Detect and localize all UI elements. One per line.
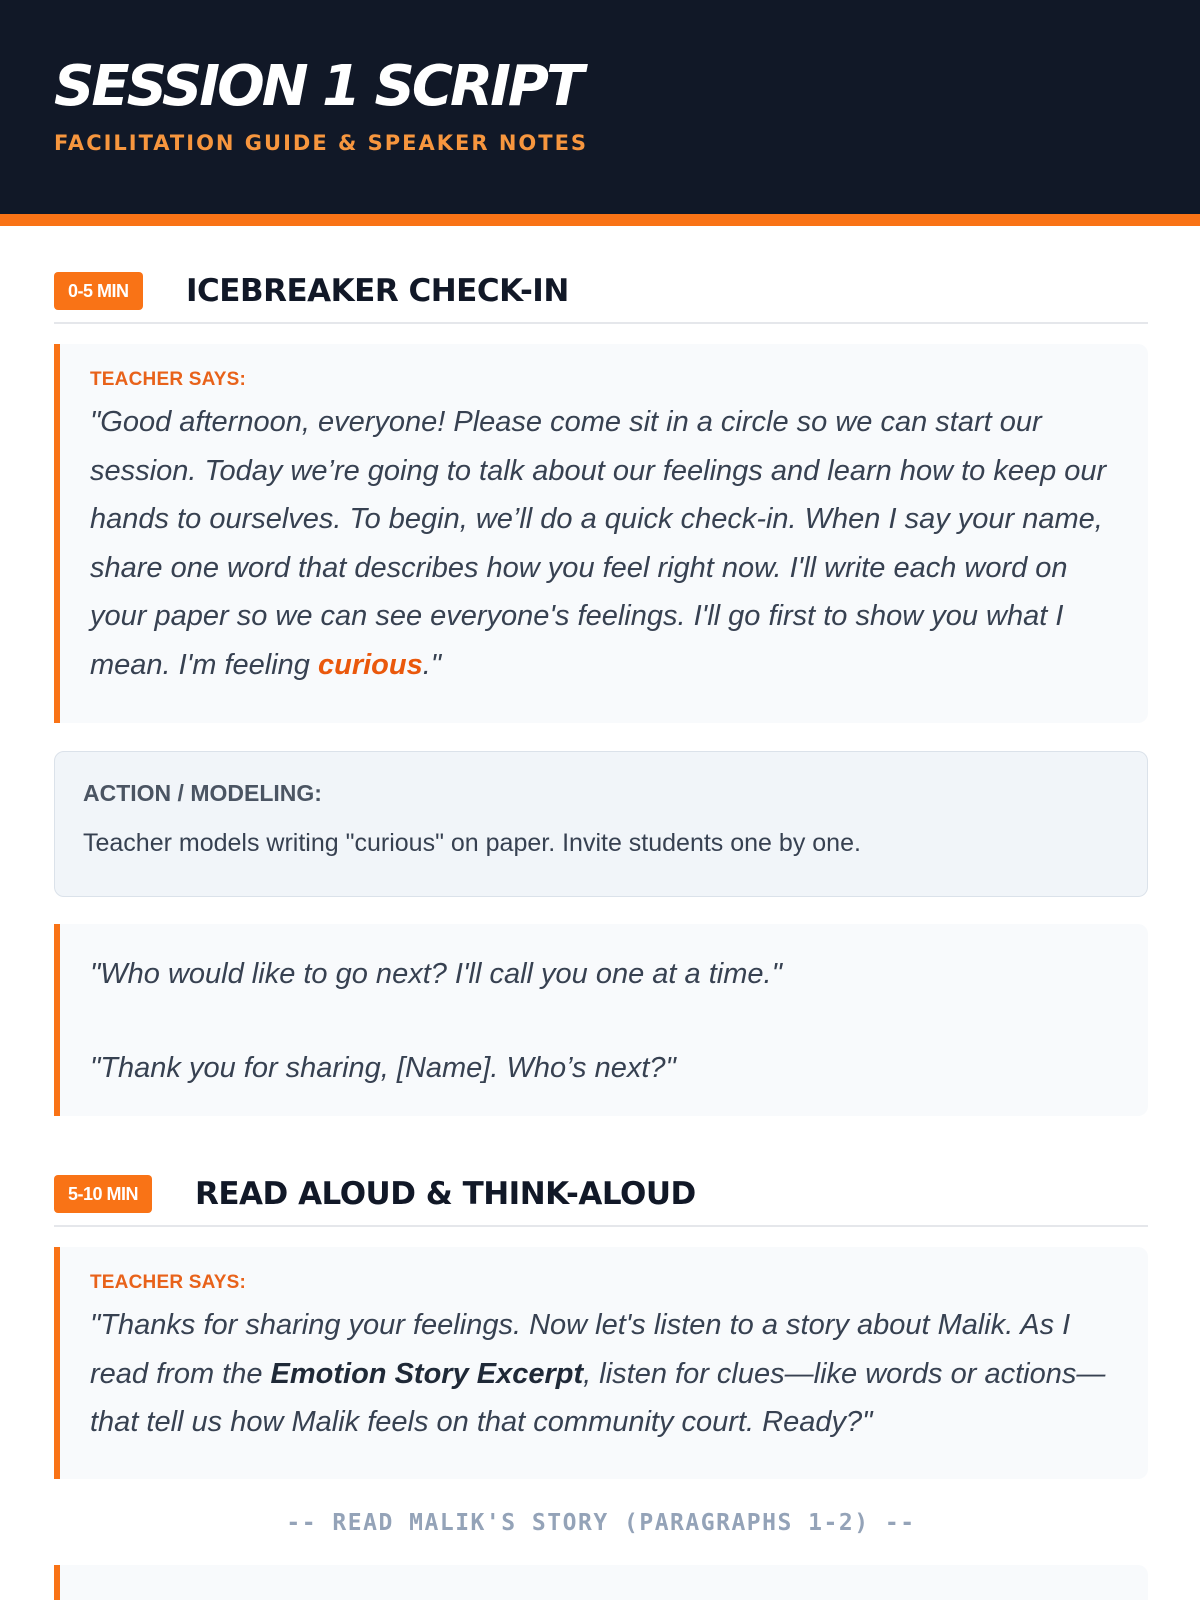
section-header-icebreaker [54, 270, 1148, 324]
story-title: Emotion Story Excerpt [270, 1357, 584, 1390]
time-badge: 5-10 MIN [54, 1175, 152, 1213]
prompt-list [90, 950, 1120, 1092]
read-story-divider: -- READ MALIK'S STORY (PARAGRAPHS 1-2) -- [286, 1510, 916, 1536]
highlight-word: curious [317, 648, 423, 681]
section-header-read-aloud [54, 1173, 1148, 1227]
speech-text-end: ." [422, 648, 442, 681]
section-title: ICEBREAKER CHECK-IN [186, 273, 569, 309]
prompt-line: "Who would like to go next? I'll call you one at a time." [90, 958, 782, 990]
teacher-says-text [90, 1301, 1120, 1447]
prompt-line: "Thank you for sharing, [Name]. Who’s next?" [90, 1051, 676, 1084]
action-label: ACTION / MODELING: [83, 780, 322, 806]
teacher-says-block-partial [54, 1565, 1148, 1600]
speech-text-end: , listen for clues—like words or actions—that tell us how Malik feels on that community court. Ready?" [90, 1357, 1106, 1438]
action-modeling-block [54, 751, 1148, 897]
teacher-says-label: TEACHER SAYS: [90, 1272, 247, 1293]
page-header [0, 0, 1200, 226]
speech-text: "Good afternoon, everyone! Please come sit in a circle so we can start our session. Today we’re going to talk about our feelings and learn how to keep our hands to ourselves. To begin, we’ll do a quick check-in. When I say your name, share one word that describes how you feel right now. I'll write each word on your paper so we can see everyone's feelings. I'll go first to show you what I mean. I'm feeling [90, 406, 1107, 681]
page-title: SESSION 1 SCRIPT [54, 54, 582, 119]
teacher-says-block [54, 344, 1148, 723]
teacher-prompts-block [54, 924, 1148, 1116]
page-subtitle: FACILITATION GUIDE & SPEAKER NOTES [54, 131, 589, 155]
section-title: READ ALOUD & THINK-ALOUD [195, 1176, 696, 1212]
time-badge: 0-5 MIN [54, 272, 143, 310]
teacher-says-block [54, 1247, 1148, 1479]
action-text: Teacher models writing "curious" on paper. Invite students one by one. [83, 829, 861, 857]
teacher-says-text [90, 398, 1120, 689]
speech-text: "Thanks for sharing your feelings. Now let's listen to a story about Malik. As I read from the [90, 1309, 1071, 1390]
teacher-says-label: TEACHER SAYS: [90, 369, 247, 390]
